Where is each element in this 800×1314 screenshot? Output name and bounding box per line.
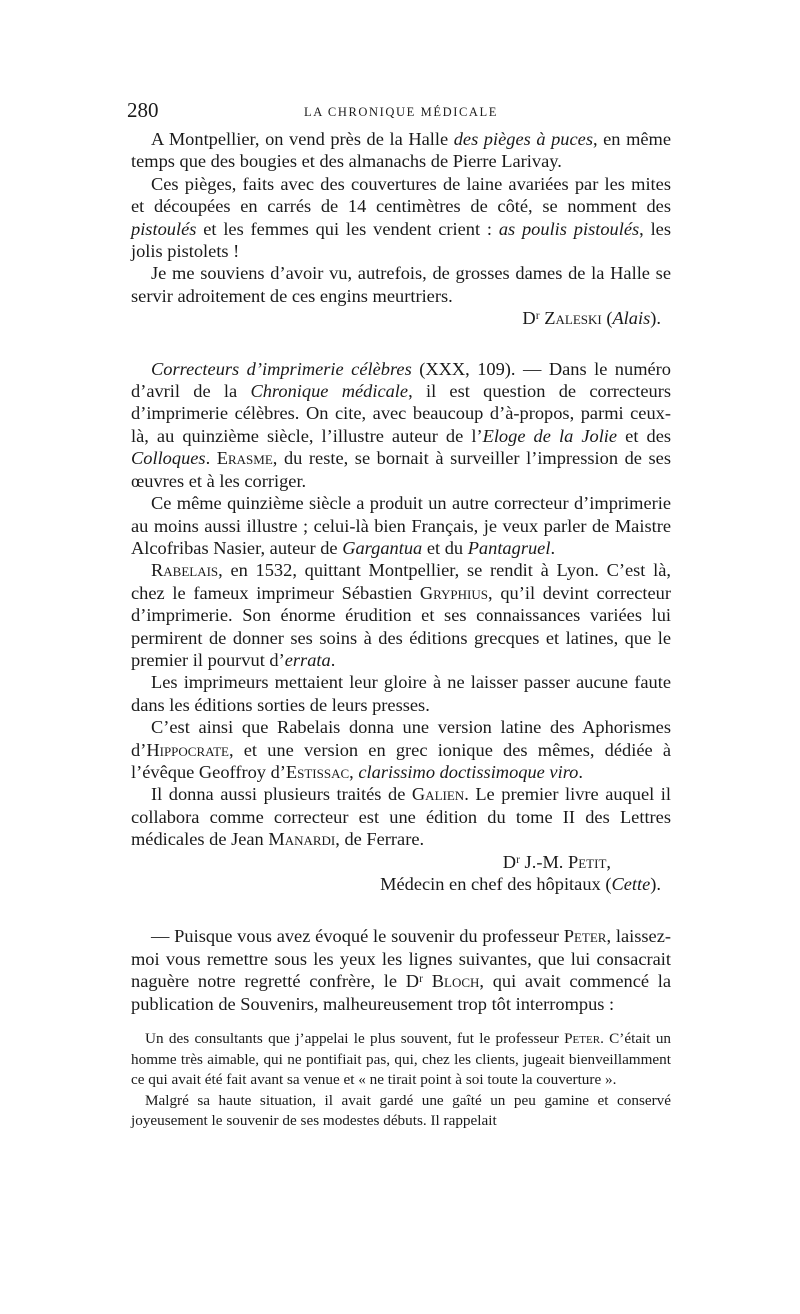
paragraph: Les imprimeurs mettaient leur gloire à ne laisser passer aucune faute dans les éditions sorties de leurs presses. (131, 672, 671, 715)
quote-paragraph: Un des consultants que j’appelai le plus souvent, fut le professeur Peter. C’était un homme très aimable, qui ne pontifiait pas, qui, chez les clients, jugeait bienveillamment ce qui avait été fait avant sa venue et « ne tirait point à soi toute la couverture ». (131, 1030, 672, 1089)
quote-paragraph: Malgré sa haute situation, il avait gardé une gaîté un peu gamine et conservé joyeusement le souvenir de ses modestes débuts. Il rappelait (131, 1091, 671, 1130)
page (127, 98, 672, 1132)
running-title: LA CHRONIQUE MÉDICALE (303, 105, 498, 119)
signature: Dʳ Zaleski (Alais). (522, 308, 661, 329)
paragraph: Il donna aussi plusieurs traités de Galien. Le premier livre auquel il collabora comme correcteur est une édition du tome II des Lettres médicales de Jean Manardi, de Ferrare. (131, 784, 672, 850)
signature: Dʳ J.-M. Petit, (502, 851, 611, 872)
page-number: 280 (127, 98, 159, 122)
paragraph: Ce même quinzième siècle a produit un autre correcteur d’imprimerie au moins aussi illustre ; celui-là bien Français, je veux parler de Maistre Alcofribas Nasier, auteur de Gargantua et du Pantagruel. (131, 493, 671, 558)
paragraph: C’est ainsi que Rabelais donna une version latine des Aphorismes d’Hippocrate, et une version en grec ionique des mêmes, dédiée à l’évêque Geoffroy d’Estissac, clarissimo doctissimoque viro. (131, 717, 671, 782)
quotation (131, 1029, 671, 1132)
paragraph: Correcteurs d’imprimerie célèbres (XXX, 109). — Dans le numéro d’avril de la Chronique médicale, il est question de correcteurs d’imprimerie célèbres. On cite, avec beaucoup d’à-propos, parmi ceux-là, au quinzième siècle, l’illustre auteur de l’Eloge de la Jolie et des Colloques. Erasme, du reste, se bornait à surveiller l’impression de ses œuvres et à les corriger. (131, 358, 672, 491)
paragraph: A Montpellier, on vend près de la Halle des pièges à puces, en même temps que des bougies et des almanachs de Pierre Larivay. (131, 129, 672, 172)
page-header (127, 98, 671, 128)
paragraph: — Puisque vous avez évoqué le souvenir du professeur Peter, laissez-moi vous remettre sous les yeux les lignes suivantes, que lui consacrait naguère notre regretté confrère, le Dʳ Bloch, qui avait commencé la publication de Souvenirs, malheureusement trop tôt interrompus : (131, 926, 672, 1014)
paragraph: Je me souviens d’avoir vu, autrefois, de grosses dames de la Halle se servir adroitement de ces engins meurtriers. (131, 263, 671, 306)
signature-title: Médecin en chef des hôpitaux (Cette). (380, 874, 661, 894)
paragraph: Rabelais, en 1532, quittant Montpellier, se rendit à Lyon. C’est là, chez le fameux imprimeur Sébastien Gryphius, qu’il devint correcteur d’imprimerie. Son énorme érudition et ses connaissances variées lui permirent de donner ses soins à des éditions grecques et latines, que le premier il pourvut d’errata. (131, 560, 671, 670)
paragraph: Ces pièges, faits avec des couvertures de laine avariées par les mites et découpées en carrés de 14 centimètres de côté, se nomment des pistoulés et les femmes qui les vendent crient : as poulis pistoulés, les jolis pistolets ! (131, 173, 672, 262)
